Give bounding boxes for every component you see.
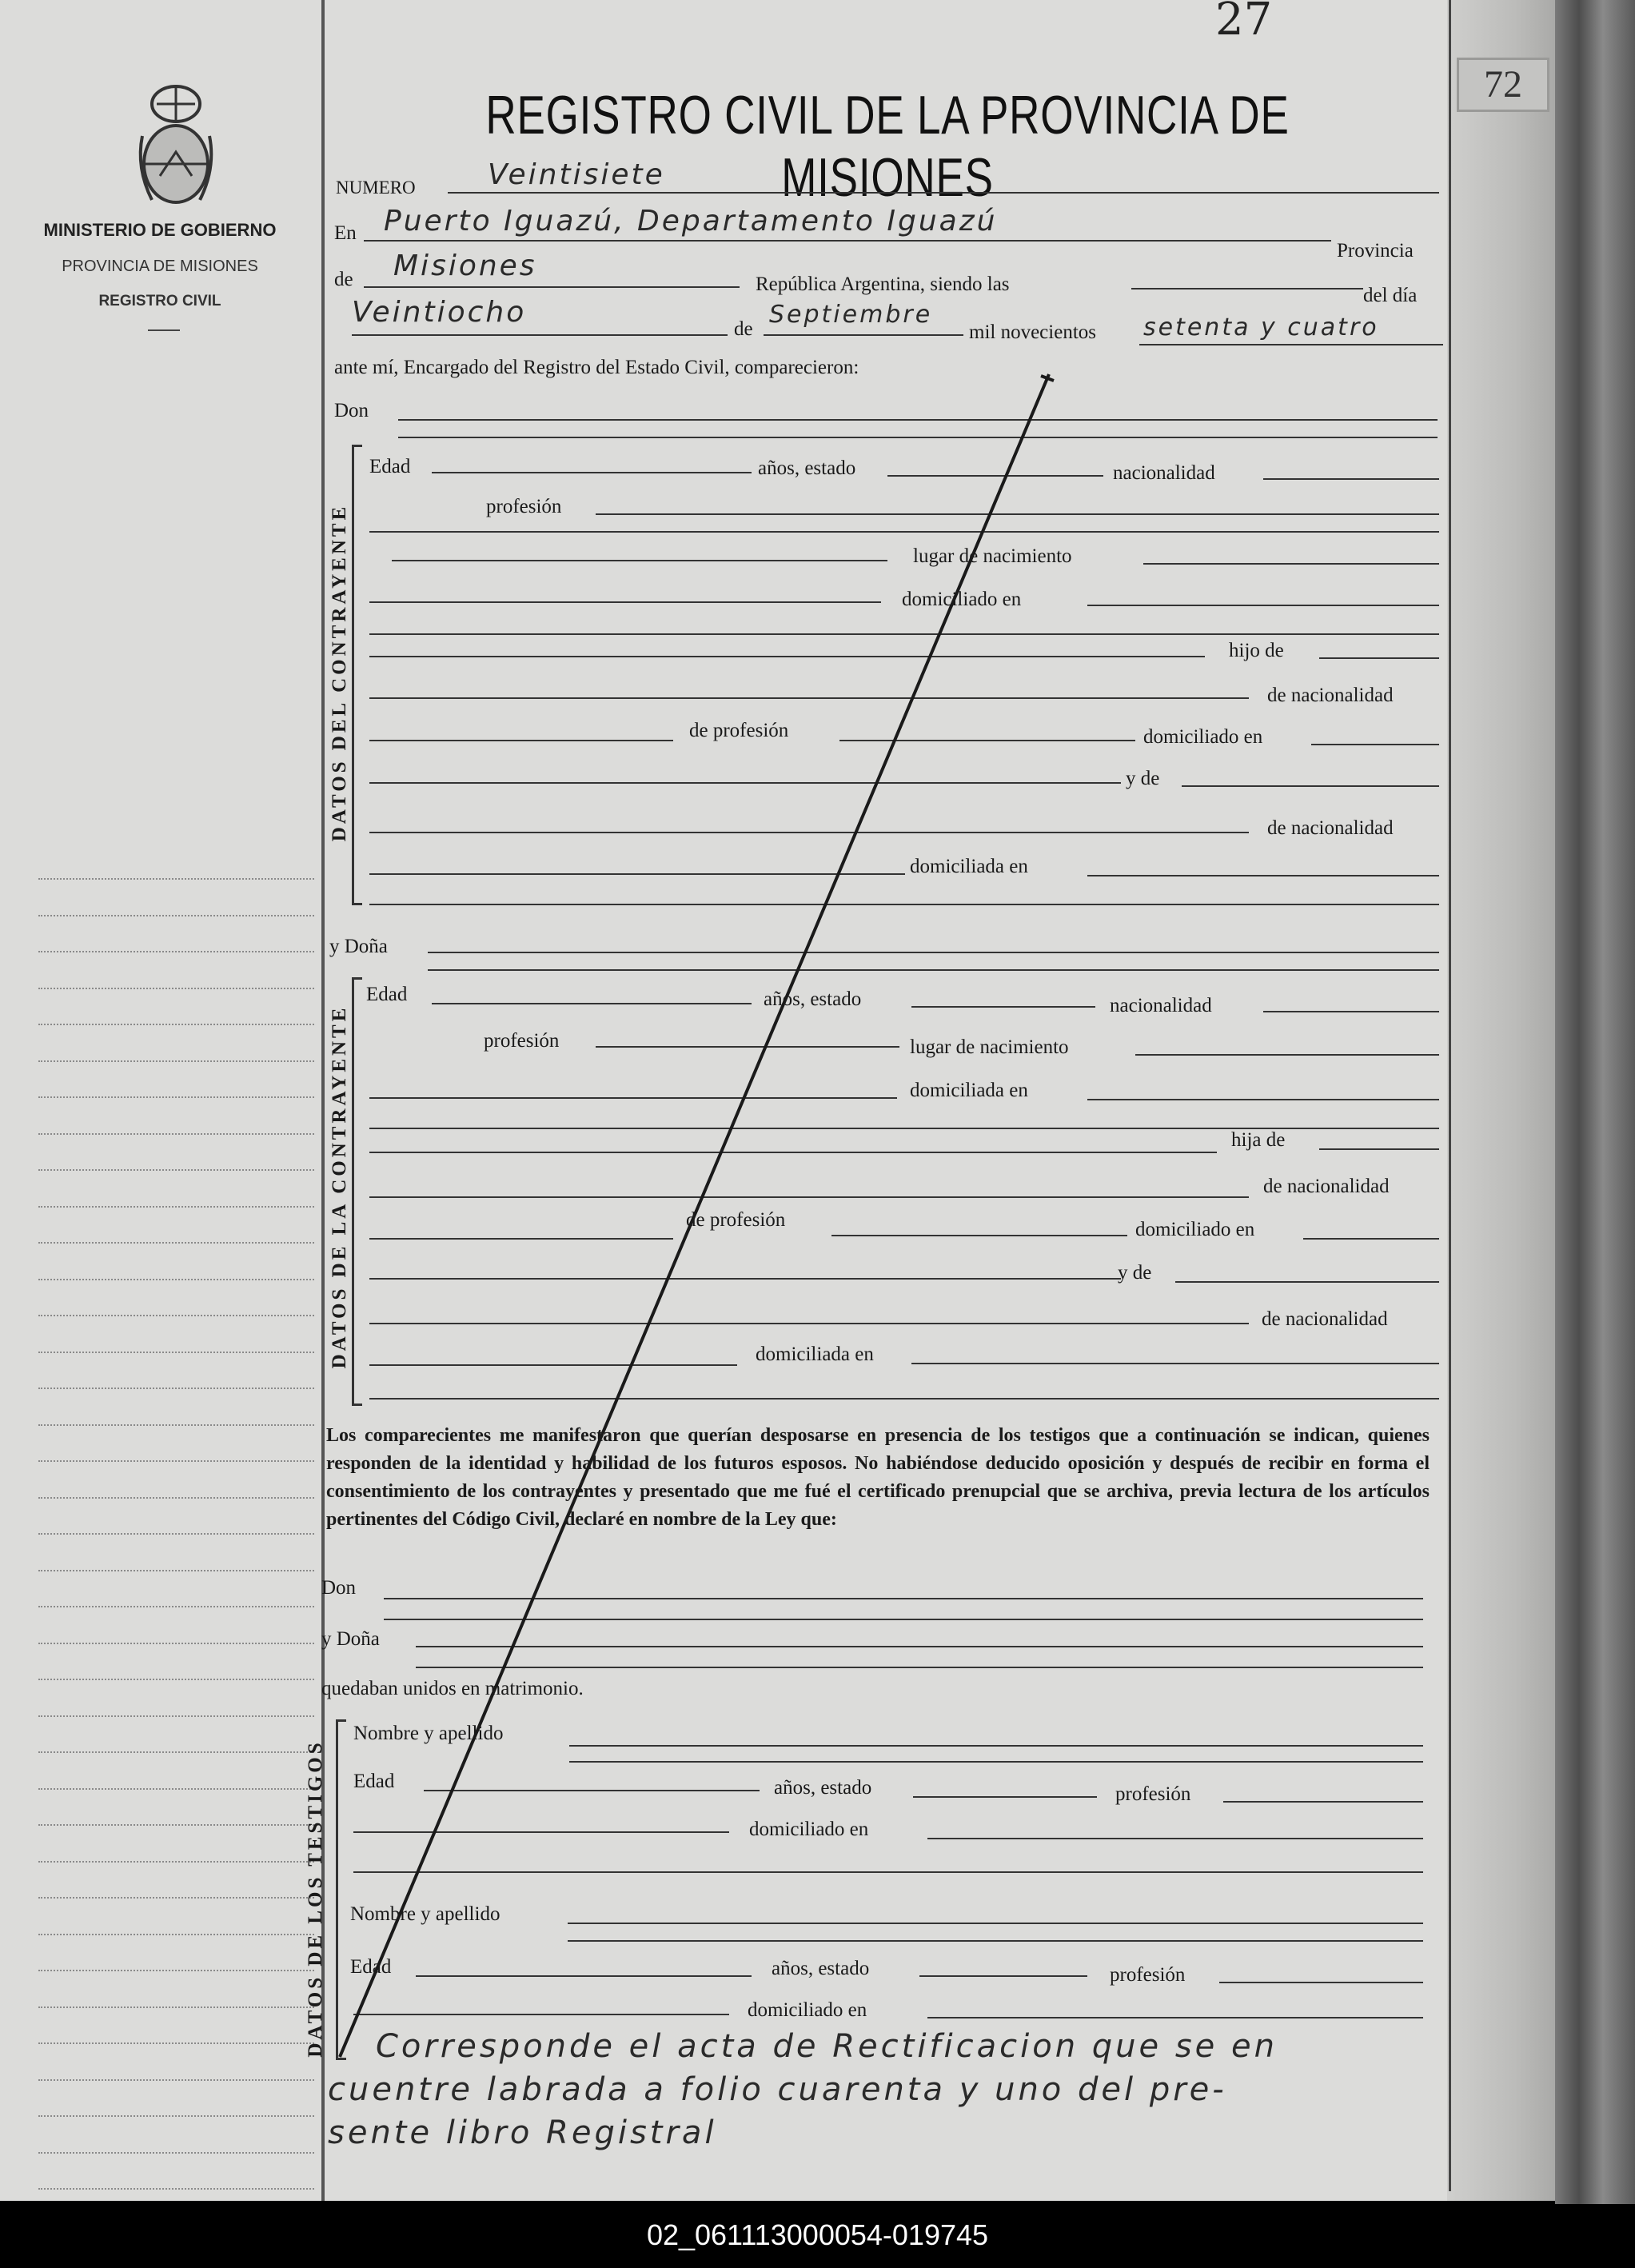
provincia-label: Provincia xyxy=(1337,240,1414,262)
contrayenta-side-label: DATOS DE LA CONTRAYENTE xyxy=(329,1004,350,1369)
contrayenta-hija: hija de xyxy=(1231,1129,1286,1151)
consent-paragraph: Los comparecientes me manifestaron que querían desposarse en presencia de los testigos que a continuación se indican, quienes responden de la identidad y habilidad de los futuros esposos. No habiéndose deducido oposición y después de recibir en forma el consentimiento de los contrayentes y presentado que me fué el certificado prenupcial que se archiva, previa lectura de los artículos pertinentes del Código Civil, declaré en nombre de la Ley que: xyxy=(326,1425,1430,1530)
unidos-text: quedaban unidos en matrimonio. xyxy=(321,1678,584,1699)
de-label: de xyxy=(334,269,353,290)
en-value: Puerto Iguazú, Departamento Iguazú xyxy=(384,205,998,238)
contrayente-de-nacionalidad: de nacionalidad xyxy=(1267,685,1394,706)
folio-stamp: 72 xyxy=(1457,58,1549,112)
book-spine xyxy=(1555,0,1635,2207)
y-dona-label: y Doña xyxy=(329,936,388,957)
contrayente-nacionalidad: nacionalidad xyxy=(1113,462,1215,484)
annotation-line-2: cuentre labrada a folio cuarenta y uno del pre- xyxy=(328,2071,1227,2108)
annotation-line-1: Corresponde el acta de Rectificacion que se en xyxy=(376,2028,1278,2065)
mes-value: Septiembre xyxy=(769,301,933,329)
testigo1-edad: Edad xyxy=(353,1771,395,1792)
footer-id: 02_061113000054-019745 xyxy=(646,2218,989,2251)
testigo2-domiciliado: domiciliado en xyxy=(748,1999,867,2021)
contrayente-domiciliado2: domiciliado en xyxy=(1143,726,1263,748)
testigo2-anos: años, estado xyxy=(772,1958,870,1979)
testigo1-anos: años, estado xyxy=(774,1777,872,1799)
footer-bar xyxy=(0,2204,1635,2268)
don-label: Don xyxy=(334,400,369,421)
contrayente-y-de: y de xyxy=(1126,768,1160,789)
del-dia-label: del día xyxy=(1363,285,1418,306)
contrayente-anos: años, estado xyxy=(758,457,856,479)
testigos-side-label: DATOS DE LOS TESTIGOS xyxy=(305,1739,326,2058)
stub-ministry: MINISTERIO DE GOBIERNO xyxy=(43,220,277,240)
numero-value: Veintisiete xyxy=(488,158,665,191)
contrayenta-domiciliado: domiciliado en xyxy=(1135,1219,1255,1240)
contrayente-domiciliada: domiciliada en xyxy=(910,856,1028,877)
republica-label: República Argentina, siendo las xyxy=(756,274,1010,295)
contrayente-hijo: hijo de xyxy=(1229,640,1284,661)
contrayente-lugar: lugar de nacimiento xyxy=(913,545,1072,567)
contrayente-domiciliado: domiciliado en xyxy=(902,589,1022,610)
don2-label: Don xyxy=(321,1577,357,1599)
testigo2-edad: Edad xyxy=(350,1956,392,1978)
contrayenta-de-nacionalidad2: de nacionalidad xyxy=(1262,1308,1388,1330)
contrayente-edad: Edad xyxy=(369,456,411,477)
contrayente-side-label: DATOS DEL CONTRAYENTE xyxy=(329,503,350,842)
page-number: 27 xyxy=(1215,0,1273,46)
ante-label: ante mí, Encargado del Registro del Estado Civil, comparecieron: xyxy=(334,357,859,378)
testigo1-nombre: Nombre y apellido xyxy=(353,1723,504,1744)
testigo1-profesion: profesión xyxy=(1115,1783,1191,1805)
contrayenta-de-profesion: de profesión xyxy=(686,1209,786,1231)
de2-label: de xyxy=(734,318,753,340)
annotation-line-3: sente libro Registral xyxy=(328,2114,717,2151)
testigo2-profesion: profesión xyxy=(1110,1964,1186,1986)
numero-label: NUMERO xyxy=(336,178,416,198)
stub-province: PROVINCIA DE MISIONES xyxy=(62,258,258,275)
y-dona2-label: y Doña xyxy=(321,1628,380,1650)
contrayenta-edad: Edad xyxy=(366,984,408,1005)
contrayenta-domiciliada2: domiciliada en xyxy=(756,1344,874,1365)
stub-registry: REGISTRO CIVIL xyxy=(98,293,221,309)
contrayenta-lugar: lugar de nacimiento xyxy=(910,1036,1069,1058)
en-label: En xyxy=(334,222,357,244)
anio-value: setenta y cuatro xyxy=(1143,313,1379,341)
contrayente-profesion: profesión xyxy=(486,496,562,517)
testigo2-nombre: Nombre y apellido xyxy=(350,1903,500,1925)
form-title: REGISTRO CIVIL DE LA PROVINCIA DE MISIONES xyxy=(485,85,1290,208)
contrayenta-anos: años, estado xyxy=(764,988,862,1010)
contrayente-de-nacionalidad2: de nacionalidad xyxy=(1267,817,1394,839)
contrayenta-domiciliada: domiciliada en xyxy=(910,1080,1028,1101)
mil-label: mil novecientos xyxy=(969,321,1096,343)
contrayenta-nacionalidad: nacionalidad xyxy=(1110,995,1212,1016)
contrayente-de-profesion: de profesión xyxy=(689,720,789,741)
testigo1-domiciliado: domiciliado en xyxy=(749,1819,869,1840)
dia-value: Veintiocho xyxy=(352,296,527,329)
contrayenta-de-nacionalidad: de nacionalidad xyxy=(1263,1176,1390,1197)
contrayenta-y-de: y de xyxy=(1118,1262,1152,1284)
de-value: Misiones xyxy=(393,250,537,282)
contrayenta-profesion: profesión xyxy=(484,1030,560,1052)
